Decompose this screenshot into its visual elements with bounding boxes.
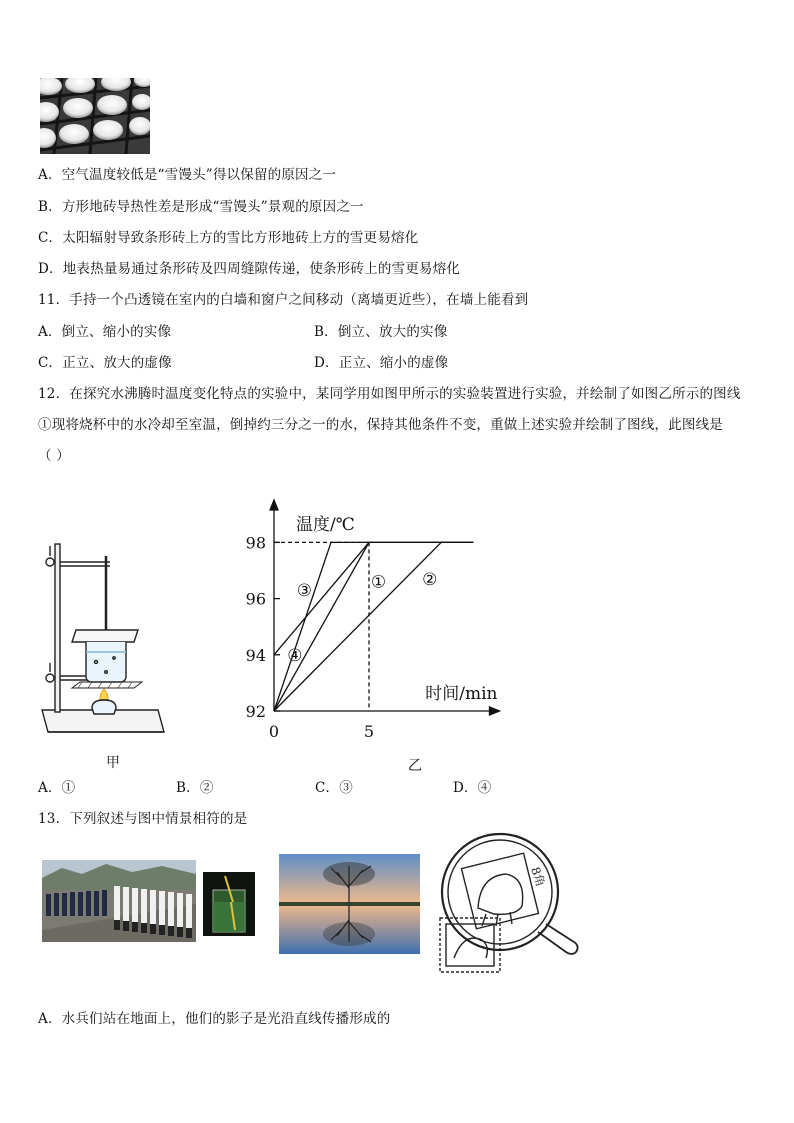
q11-stem: 11．手持一个凸透镜在室内的白墙和窗户之间移动（离墙更近些），在墙上能看到 [38,292,529,308]
glass-rod-photo [203,872,255,936]
x-axis-label: 时间/min [425,684,498,704]
q11-option-b: B．倒立、放大的实像 [314,324,448,340]
q12-stem-line3: （ ） [38,448,70,464]
q10-option-b: B．方形地砖导热性差是形成“雪馒头”景观的原因之一 [38,199,364,215]
series-label: ① [370,572,387,593]
q12-stem-line2: ①现将烧杯中的水冷却至室温，倒掉约三分之一的水，保持其他条件不变，重做上述实验并绘制了图线，此图线是 [38,417,723,433]
y-axis-label: 温度/℃ [296,515,355,535]
q12-option-c: C．③ [315,780,353,796]
q10-option-d: D．地表热量易通过条形砖及四周缝隙传递，使条形砖上的雪更易熔化 [38,261,461,277]
temperature-time-chart [240,498,550,748]
q13-option-a: A．水兵们站在地面上，他们的影子是光沿直线传播形成的 [38,1011,391,1027]
x-axis-arrow [490,707,500,715]
q10-option-c: C．太阳辐射导致条形砖上方的雪比方形地砖上方的雪更易熔化 [38,230,419,246]
series-label: ② [422,569,438,590]
fig-yi-caption: 乙 [408,758,422,774]
y-tick-label: 92 [245,702,266,721]
q12-option-a: A．① [38,780,76,796]
apparatus-figure [38,532,168,747]
y-axis-arrow [270,500,278,510]
y-tick-label: 98 [245,533,266,553]
q11-option-a: A．倒立、缩小的实像 [38,324,172,340]
q10-option-a: A．空气温度较低是“雪馒头”得以保留的原因之一 [38,167,337,183]
series-label: ④ [287,645,303,666]
x-tick-label: 0 [268,722,280,741]
tree-reflection-photo [279,854,420,954]
q12-option-b: B．② [176,780,214,796]
q13-stem: 13．下列叙述与图中情景相符的是 [38,811,248,827]
series-label: ③ [296,581,313,602]
snow-tiles-photo [40,78,150,154]
svg-text:8角: 8角 [527,865,548,889]
magnifier-stamp-drawing [434,822,588,977]
y-tick-label: 96 [245,589,266,609]
y-tick-label: 94 [245,645,266,665]
fig-jia-caption: 甲 [106,755,120,771]
sailors-photo [42,860,196,942]
x-tick-label: 5 [363,722,375,741]
q11-option-d: D．正立、缩小的虚像 [314,355,449,371]
q12-stem-line1: 12．在探究水沸腾时温度变化特点的实验中，某同学用如图甲所示的实验装置进行实验，并绘制了如图乙所示的图线 [38,386,741,402]
q12-option-d: D．④ [453,780,492,796]
q11-option-c: C．正立、放大的虚像 [38,355,172,371]
